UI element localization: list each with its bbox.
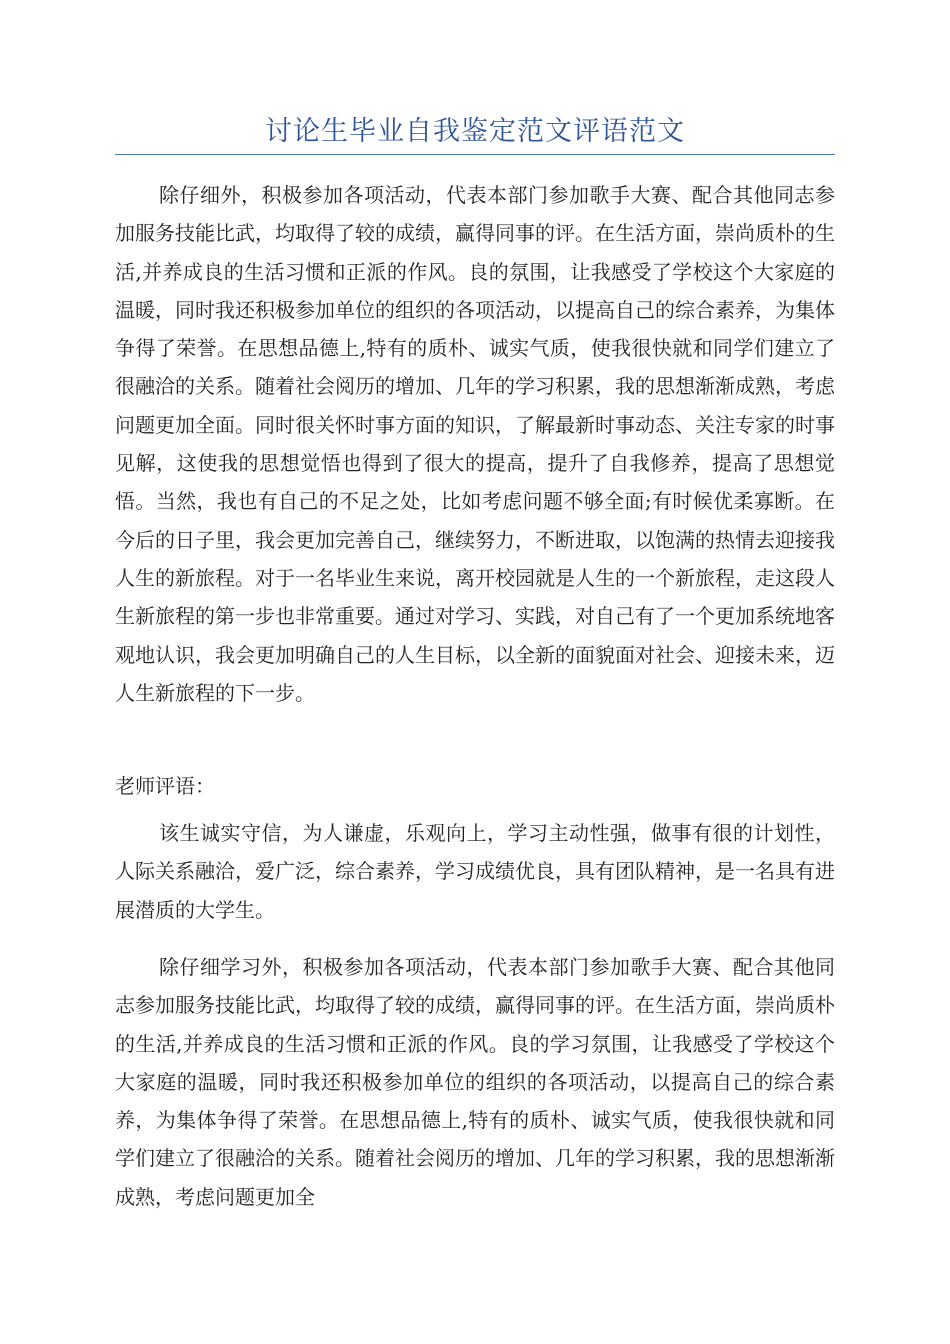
paragraph-teacher-comment: 该生诚实守信，为人谦虚，乐观向上，学习主动性强，做事有很的计划性，人际关系融洽，爱广泛，综合素养，学习成绩优良，具有团队精神，是一名具有进展潜质的大学生。	[115, 821, 835, 922]
paragraph-self-assessment: 除仔细外，积极参加各项活动，代表本部门参加歌手大赛、配合其他同志参加服务技能比武，均取得了较的成绩，赢得同事的评。在生活方面，崇尚质朴的生活,并养成良的生活习惯和正派的作风。良的氛围，让我感受了学校这个大家庭的温暖，同时我还积极参加单位的组织的各项活动，以提高自己的综合素养，为集体争得了荣誉。在思想品德上,特有的质朴、诚实气质，使我很快就和同学们建立了很融洽的关系。随着社会阅历的增加、几年的学习积累，我的思想渐渐成熟，考虑问题更加全面。同时很关怀时事方面的知识，了解最新时事动态、关注专家的时事见解，这使我的思想觉悟也得到了很大的提高，提升了自我修养，提高了思想觉悟。当然，我也有自己的不足之处，比如考虑问题不够全面;有时候优柔寡断。在今后的日子里，我会更加完善自己，继续努力，不断进取，以饱满的热情去迎接我人生的新旅程。对于一名毕业生来说，离开校园就是人生的一个新旅程，走这段人生新旅程的第一步也非常重要。通过对学习、实践，对自己有了一个更加系统地客观地认识，我会更加明确自己的人生目标，以全新的面貌面对社会、迎接未来，迈人生新旅程的下一步。	[115, 183, 835, 705]
document-title: 讨论生毕业自我鉴定范文评语范文	[265, 116, 685, 147]
paragraph-self-assessment-2: 除仔细学习外，积极参加各项活动，代表本部门参加歌手大赛、配合其他同志参加服务技能比武，均取得了较的成绩，赢得同事的评。在生活方面，崇尚质朴的生活,并养成良的生活习惯和正派的作风。良的学习氛围，让我感受了学校这个大家庭的温暖，同时我还积极参加单位的组织的各项活动，以提高自己的综合素养，为集体争得了荣誉。在思想品德上,特有的质朴、诚实气质，使我很快就和同学们建立了很融洽的关系。随着社会阅历的增加、几年的学习积累，我的思想渐渐成熟，考虑问题更加全	[115, 955, 835, 1209]
teacher-comment-label: 老师评语：	[115, 774, 215, 798]
title-underline	[115, 154, 835, 155]
